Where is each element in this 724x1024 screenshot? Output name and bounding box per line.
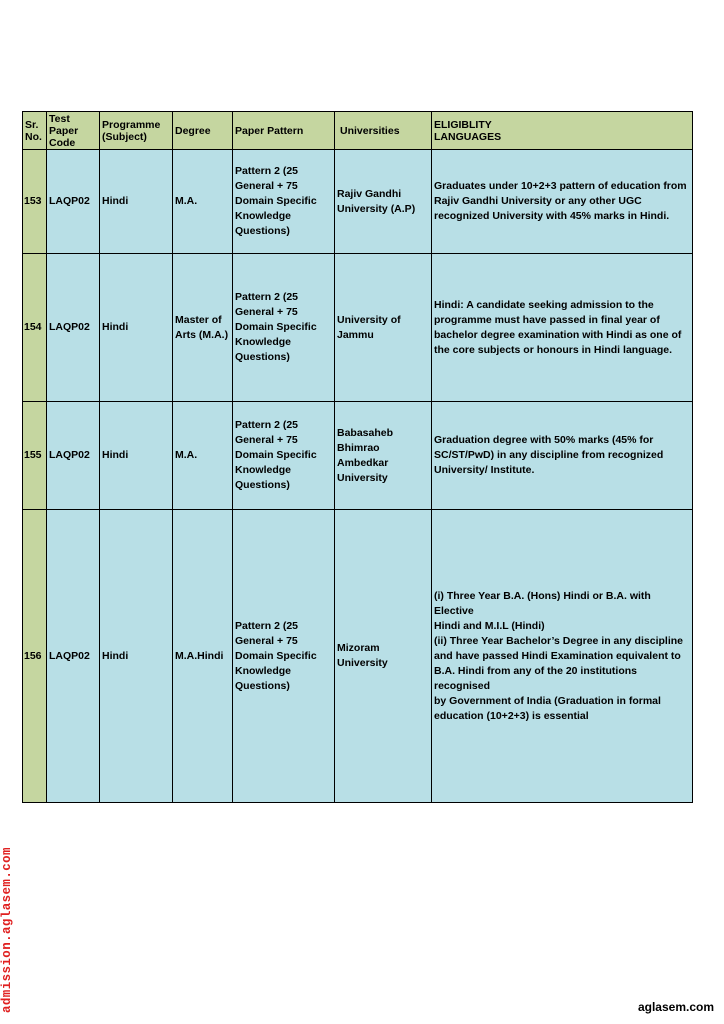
cell-eligibility: Graduates under 10+2+3 pattern of education from Rajiv Gandhi University or any other UGC recognized University with 45% marks in Hindi. bbox=[432, 150, 693, 254]
header-paper-pattern: Paper Pattern bbox=[233, 112, 335, 150]
cell-sr-no: 154 bbox=[23, 254, 47, 402]
cell-sr-no: 153 bbox=[23, 150, 47, 254]
cell-test-paper-code: LAQP02 bbox=[47, 510, 100, 803]
cell-university: Mizoram University bbox=[335, 510, 432, 803]
cell-degree: Master of Arts (M.A.) bbox=[173, 254, 233, 402]
cell-eligibility: (i) Three Year B.A. (Hons) Hindi or B.A. with Elective Hindi and M.I.L (Hindi) (ii) Three Year Bachelor’s Degree in any discipline and have passed Hindi Examination equivalent to B.A. Hindi from any of the 20 institutions recognised by Government of India (Graduation in formal education (10+2+3) is essential bbox=[432, 510, 693, 803]
header-sr-no: Sr. No. bbox=[23, 112, 47, 150]
cell-paper-pattern: Pattern 2 (25 General + 75 Domain Specific Knowledge Questions) bbox=[233, 150, 335, 254]
cell-programme: Hindi bbox=[100, 254, 173, 402]
cell-test-paper-code: LAQP02 bbox=[47, 150, 100, 254]
cell-test-paper-code: LAQP02 bbox=[47, 402, 100, 510]
table-row bbox=[23, 254, 693, 402]
eligibility-table bbox=[22, 111, 693, 803]
cell-degree: M.A.Hindi bbox=[173, 510, 233, 803]
cell-programme: Hindi bbox=[100, 510, 173, 803]
cell-paper-pattern: Pattern 2 (25 General + 75 Domain Specific Knowledge Questions) bbox=[233, 254, 335, 402]
header-programme: Programme (Subject) bbox=[100, 112, 173, 150]
cell-degree: M.A. bbox=[173, 150, 233, 254]
header-test-paper-code: Test Paper Code bbox=[47, 112, 100, 150]
cell-programme: Hindi bbox=[100, 150, 173, 254]
cell-eligibility: Graduation degree with 50% marks (45% for SC/ST/PwD) in any discipline from recognized University/ Institute. bbox=[432, 402, 693, 510]
header-universities: Universities bbox=[335, 112, 432, 150]
table-row bbox=[23, 402, 693, 510]
cell-paper-pattern: Pattern 2 (25 General + 75 Domain Specific Knowledge Questions) bbox=[233, 402, 335, 510]
cell-university: University of Jammu bbox=[335, 254, 432, 402]
cell-sr-no: 156 bbox=[23, 510, 47, 803]
cell-degree: M.A. bbox=[173, 402, 233, 510]
cell-test-paper-code: LAQP02 bbox=[47, 254, 100, 402]
watermark-footer-url: aglasem.com bbox=[637, 1000, 714, 1014]
cell-paper-pattern: Pattern 2 (25 General + 75 Domain Specific Knowledge Questions) bbox=[233, 510, 335, 803]
cell-programme: Hindi bbox=[100, 402, 173, 510]
cell-university: Rajiv Gandhi University (A.P) bbox=[335, 150, 432, 254]
header-degree: Degree bbox=[173, 112, 233, 150]
table-row bbox=[23, 150, 693, 254]
table-header-row bbox=[23, 112, 693, 150]
header-eligibility: ELIGIBLITY LANGUAGES bbox=[432, 112, 693, 150]
table-row bbox=[23, 510, 693, 803]
cell-university: Babasaheb Bhimrao Ambedkar University bbox=[335, 402, 432, 510]
cell-sr-no: 155 bbox=[23, 402, 47, 510]
cell-eligibility: Hindi: A candidate seeking admission to the programme must have passed in final year of bachelor degree examination with Hindi as one of the core subjects or honours in Hindi language. bbox=[432, 254, 693, 402]
watermark-side-url: admission.aglasem.com bbox=[0, 847, 14, 1013]
